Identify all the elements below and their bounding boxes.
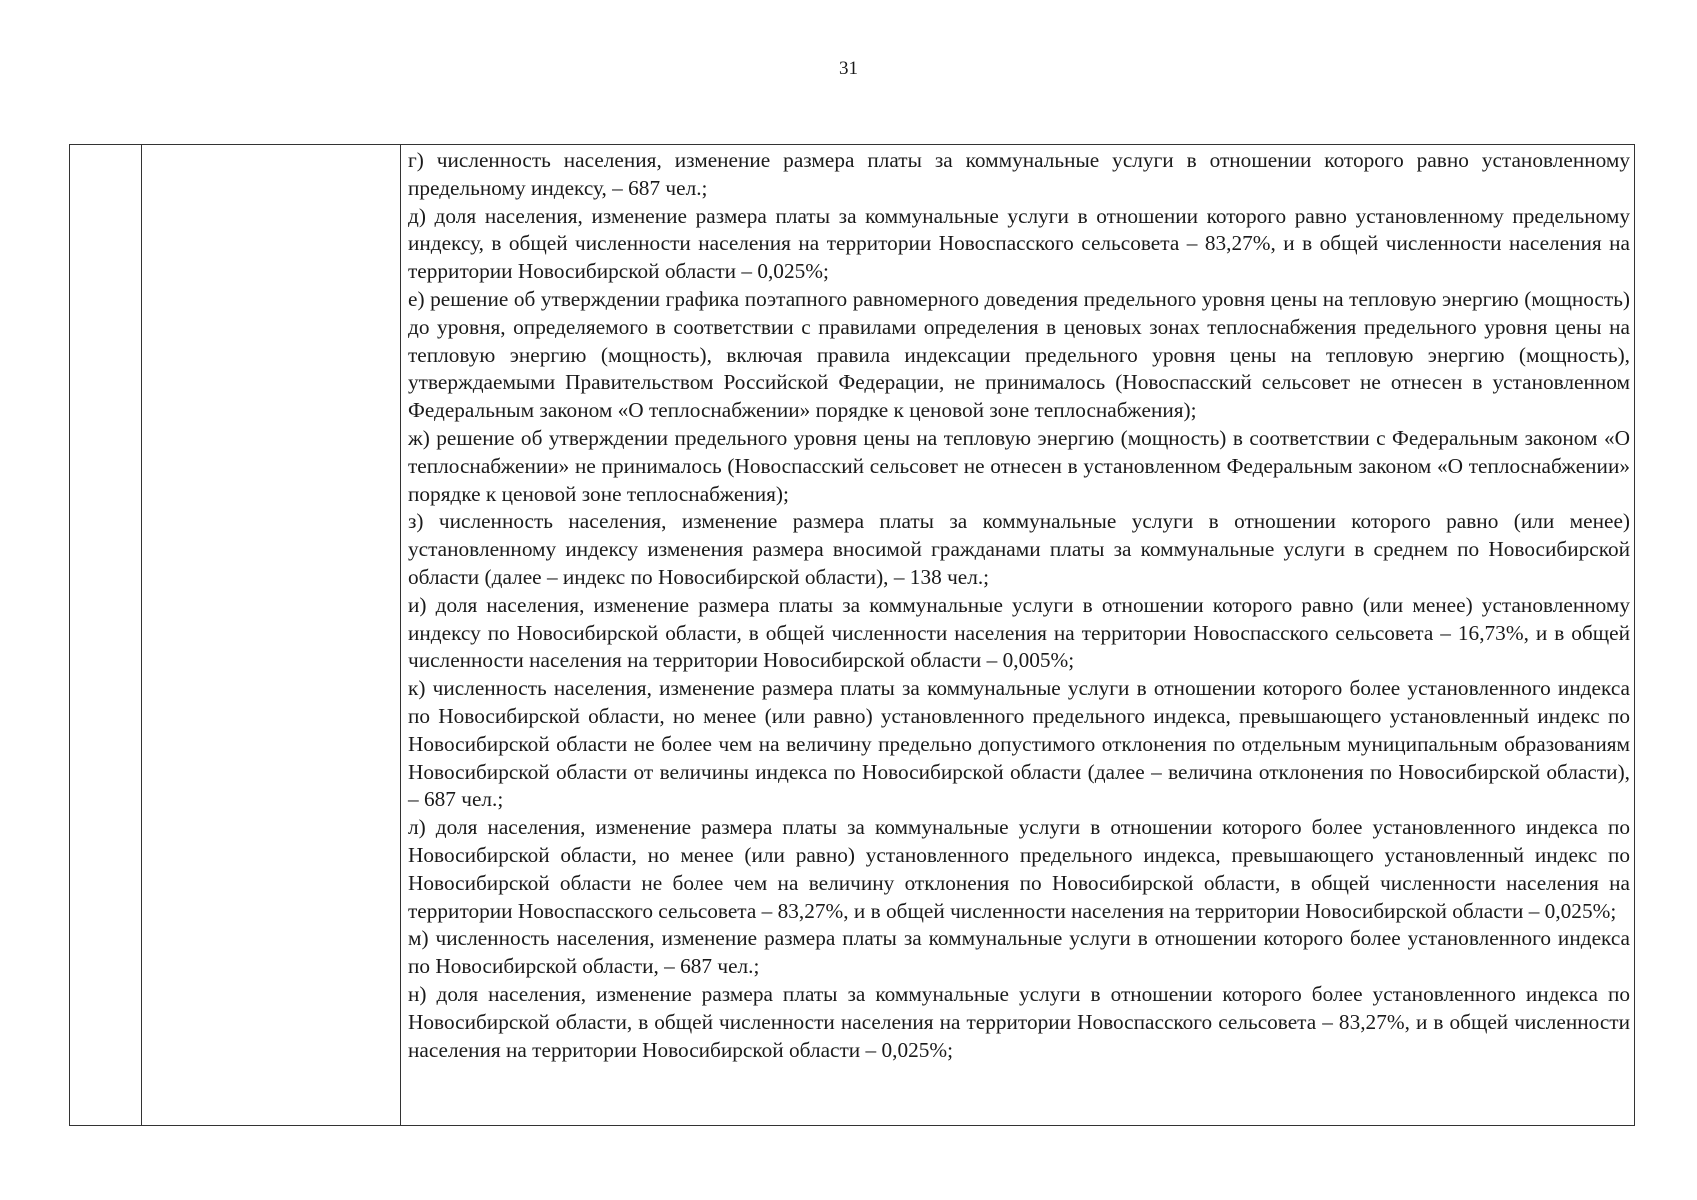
document-table: [69, 144, 1635, 1126]
table-column-content: [401, 145, 1634, 1125]
list-item-m: м) численность населения, изменение размера платы за коммунальные услуги в отношении которого более установленного индекса по Новосибирской области, – 687 чел.;: [408, 926, 1630, 979]
table-column-number: [70, 145, 142, 1125]
list-item-i: и) доля населения, изменение размера платы за коммунальные услуги в отношении которого равно (или менее) установленному индексу по Новосибирской области, в общей численности населения на территории Новоспасского сельсовета – 16,73%, и в общей численности населения на территории Новосибирской области – 0,005%;: [408, 592, 1630, 673]
list-item-k: к) численность населения, изменение размера платы за коммунальные услуги в отношении которого более установленного индекса по Новосибирской области, но менее (или равно) установленного предельного индекса, превышающего установленный индекс по Новосибирской области не более чем на величину предельно допустимого отклонения по отдельным муниципальным образованиям Новосибирской области от величины индекса по Новосибирской области (далее – величина отклонения по Новосибирской области), – 687 чел.;: [408, 676, 1630, 812]
list-item-e: е) решение об утверждении графика поэтапного равномерного доведения предельного уровня цены на тепловую энергию (мощность) до уровня, определяемого в соответствии с правилами определения в ценовых зонах теплоснабжения предельного уровня цены на тепловую энергию (мощность), включая правила индексации предельного уровня цены на тепловую энергию (мощность), утверждаемыми Правительством Российской Федерации, не принималось (Новоспасский сельсовет не отнесен в установленном Федеральным законом «О теплоснабжении» порядке к ценовой зоне теплоснабжения);: [408, 286, 1630, 423]
list-item-z: з) численность населения, изменение размера платы за коммунальные услуги в отношении которого равно (или менее) установленному индексу изменения размера вносимой гражданами платы за коммунальные услуги в среднем по Новосибирской области (далее – индекс по Новосибирской области), – 138 чел.;: [408, 509, 1630, 589]
list-item-d: д) доля населения, изменение размера платы за коммунальные услуги в отношении которого равно установленному предельному индексу, в общей численности населения на территории Новоспасского сельсовета – 83,27%, и в общей численности населения на территории Новосибирской области – 0,025%;: [408, 203, 1630, 284]
list-item-l: л) доля населения, изменение размера платы за коммунальные услуги в отношении которого более установленного индекса по Новосибирской области, но менее (или равно) установленного предельного индекса, превышающего установленный индекс по Новосибирской области не более чем на величину отклонения по Новосибирской области, в общей численности населения на территории Новоспасского сельсовета – 83,27%, и в общей численности населения на территории Новосибирской области – 0,025%;: [408, 815, 1630, 923]
list-item-n: н) доля населения, изменение размера платы за коммунальные услуги в отношении которого более установленного индекса по Новосибирской области, в общей численности населения на территории Новоспасского сельсовета – 83,27%, и в общей численности населения на территории Новосибирской области – 0,025%;: [408, 981, 1630, 1062]
list-item-zh: ж) решение об утверждении предельного уровня цены на тепловую энергию (мощность) в соответствии с Федеральным законом «О теплоснабжении» не принималось (Новоспасский сельсовет не отнесен в установленном Федеральным законом «О теплоснабжении» порядке к ценовой зоне теплоснабжения);: [408, 425, 1630, 506]
page-number: 31: [839, 58, 858, 79]
table-column-title: [142, 145, 401, 1125]
list-item-g: г) численность населения, изменение размера платы за коммунальные услуги в отношении которого равно установленному предельному индексу, – 687 чел.;: [408, 148, 1630, 200]
